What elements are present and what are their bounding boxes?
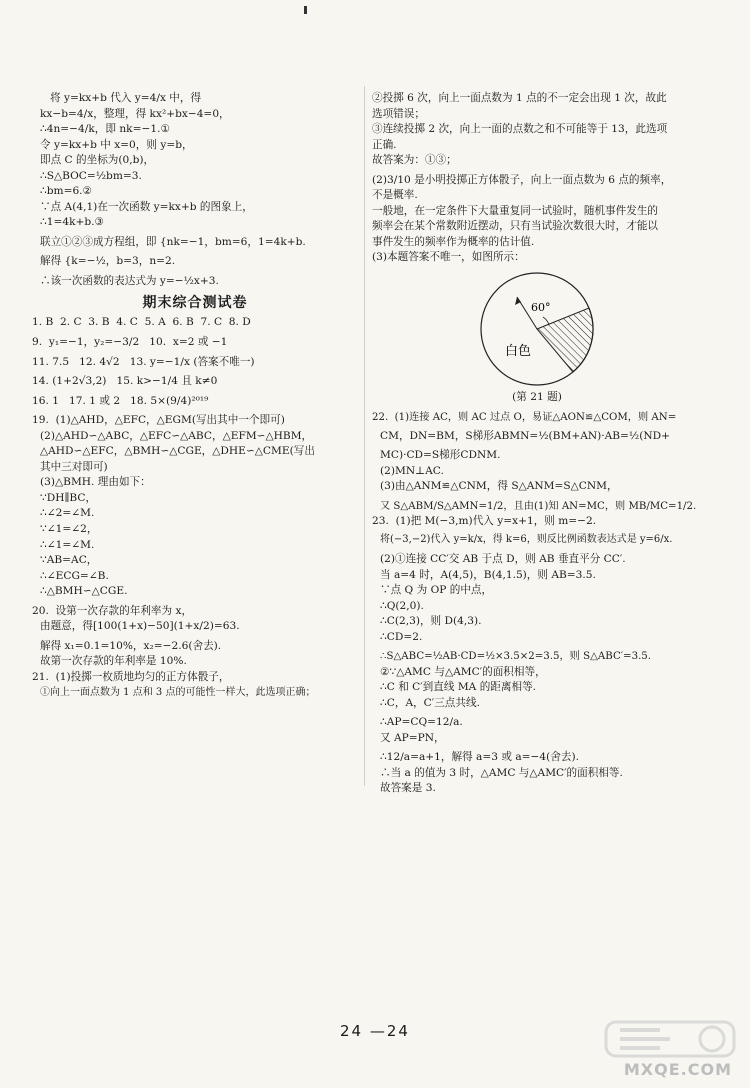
- text-line: ∴C 和 C′到直线 MA 的距离相等.: [380, 681, 537, 694]
- answer-line: (3)△BMH. 理由如下：: [40, 476, 151, 489]
- text-line: ∴C，A，C′三点共线.: [380, 696, 480, 709]
- page-number: 24 —24: [340, 1022, 410, 1040]
- answer-line: 14. (1+2√3,2) 15. k>−1/4 且 k≠0: [32, 375, 218, 388]
- answer-line: (2)△AHD∽△ABC，△EFC∽△ABC，△EFM∽△HBM，: [40, 429, 313, 442]
- answer-line: ∴∠2=∠M.: [40, 507, 95, 520]
- answer-line: 其中三对即可): [40, 460, 108, 473]
- text-line: 当 a=4 时，A(4,5)，B(4,1.5)，则 AB=3.5.: [380, 568, 596, 581]
- answer-line: ∵DH∥BC，: [40, 491, 97, 504]
- right-column: [372, 92, 702, 798]
- text-line: ∴S△ABC=½AB·CD=½×3.5×2=3.5，则 S△ABC′=3.5.: [380, 651, 652, 663]
- pie-figure: [457, 269, 617, 389]
- answer-line: ∴△BMH∽△CGE.: [40, 585, 128, 598]
- left-column: [32, 92, 358, 701]
- text-line: ∵点 A(4,1)在一次函数 y=kx+b 的图象上，: [40, 200, 253, 213]
- text-line: 故答案为：①③；: [372, 154, 457, 167]
- text-line: ∴该一次函数的表达式为 y=−½x+3.: [40, 275, 219, 288]
- text-line: ∴Q(2,0).: [380, 599, 424, 612]
- answer-line: 解得 x₁=0.1=10%，x₂=−2.6(舍去).: [40, 639, 222, 652]
- text-line: 将 y=kx+b 代入 y=4/x 中，得: [50, 92, 202, 104]
- watermark-text: MXQE.COM: [623, 1059, 732, 1079]
- answer-line: 9. y₁=−1，y₂=−3/2 10. x=2 或 −1: [32, 336, 228, 349]
- text-line: ∴当 a 的值为 3 时，△AMC 与△AMC′的面积相等.: [380, 766, 623, 779]
- text-line: ∴S△BOC=½bm=3.: [40, 169, 142, 182]
- answer-line: 21. (1)投掷一枚质地均匀的正方体骰子，: [32, 670, 230, 683]
- column-divider: [364, 86, 365, 786]
- answer-line: ∴∠ECG=∠B.: [40, 569, 109, 582]
- angle-label: 60°: [531, 301, 551, 315]
- text-line: (2)3/10 是小明投掷正方体骰子，向上一面点数为 6 点的频率，: [372, 173, 672, 186]
- answer-line: 故第一次存款的年利率是 10%.: [40, 655, 187, 668]
- text-line: 频率会在某个常数附近摆动，只有当试验次数很大时，才能以: [372, 220, 659, 233]
- text-line: (3)本题答案不唯一，如图所示：: [372, 251, 525, 264]
- answer-line: 19. (1)△AHD，△EFC，△EGM(写出其中一个即可): [32, 414, 285, 427]
- text-line: kx−b=4/x，整理，得 kx²+bx−4=0，: [40, 107, 230, 120]
- answer-line: ∵AB=AC，: [40, 554, 98, 567]
- region-label: 白色: [505, 344, 532, 360]
- text-line: 令 y=kx+b 中 x=0，则 y=b，: [40, 138, 193, 151]
- text-line: ③连续投掷 2 次，向上一面的点数之和不可能等于 13，此选项: [372, 123, 668, 136]
- answer-line: 1. B 2. C 3. B 4. C 5. A 6. B 7. C 8. D: [32, 316, 251, 329]
- text-line: ∵点 Q 为 OP 的中点，: [380, 584, 493, 597]
- text-line: CM，DN=BM，S梯形ABMN=½(BM+AN)·AB=½(ND+: [380, 429, 670, 442]
- answer-line: 由题意，得[100(1+x)−50](1+x/2)=63.: [40, 620, 240, 633]
- text-line: 23. (1)把 M(−3,m)代入 y=x+1，则 m=−2.: [372, 514, 597, 527]
- text-line: 又 AP=PN，: [380, 731, 445, 744]
- answer-line: △AHD∽△EFC，△BMH∽△CGE，△DHE∽△CME(写出: [40, 445, 315, 458]
- answer-line: 16. 1 17. 1 或 2 18. 5×(9/4)²⁰¹⁹: [32, 394, 209, 407]
- text-line: 联立①②③成方程组，即 {nk=−1，bm=6，1=4k+b.: [40, 235, 306, 248]
- text-line: 解得 {k=−½，b=3，n=2.: [40, 255, 176, 268]
- text-line: 一般地，在一定条件下大量重复同一试验时，随机事件发生的: [372, 204, 659, 217]
- text-line: (3)由△ANM≌△CNM，得 S△ANM=S△CNM，: [380, 480, 618, 493]
- section-title: 期末综合测试卷: [142, 294, 248, 311]
- answer-line: ∴∠1=∠M.: [40, 538, 95, 551]
- text-line: ②∵△AMC 与△AMC′的面积相等，: [380, 665, 546, 678]
- text-line: 正确.: [372, 138, 397, 151]
- text-line: 事件发生的频率作为概率的估计值.: [372, 235, 535, 248]
- text-line: ∴12/a=a+1，解得 a=3 或 a=−4(舍去).: [380, 751, 579, 764]
- text-line: ∴AP=CQ=12/a.: [380, 716, 463, 729]
- scan-mark: [304, 6, 307, 14]
- text-line: ∴bm=6.②: [40, 185, 93, 198]
- figure-caption: (第 21 题): [512, 391, 562, 404]
- answer-line: ∵∠1=∠2，: [40, 523, 98, 536]
- text-line: 选项错误；: [372, 107, 425, 120]
- text-line: ②投掷 6 次，向上一面点数为 1 点的不一定会出现 1 次，故此: [372, 92, 667, 104]
- text-line: (2)①连接 CC′交 AB 于点 D，则 AB 垂直平分 CC′.: [380, 553, 626, 566]
- text-line: ∴4n=−4/k，即 nk=−1.①: [40, 123, 170, 136]
- text-line: 22. (1)连接 AC，则 AC 过点 O，易证△AON≌△COM，则 AN=: [372, 411, 677, 423]
- text-line: 又 S△ABM/S△AMN=1/2，且由(1)知 AN=MC，则 MB/MC=1/2.: [380, 500, 697, 512]
- text-line: MC)·CD=S梯形CDNM.: [380, 449, 501, 462]
- text-line: (2)MN⊥AC.: [380, 464, 444, 477]
- text-line: ∴1=4k+b.③: [40, 216, 105, 229]
- text-line: 将(−3,−2)代入 y=k/x，得 k=6，则反比例函数表达式是 y=6/x.: [380, 534, 673, 546]
- hatched-sector: [537, 308, 593, 372]
- text-line: 不是概率.: [372, 189, 418, 202]
- angle-arc: [543, 317, 549, 325]
- answer-line: ①向上一面点数为 1 点和 3 点的可能性一样大，此选项正确；: [40, 686, 316, 698]
- answer-line: 20. 设第一次存款的年利率为 x，: [32, 604, 193, 617]
- answer-line: 11. 7.5 12. 4√2 13. y=−1/x (答案不唯一): [32, 355, 255, 368]
- text-line: 故答案是 3.: [380, 782, 436, 795]
- text-line: 即点 C 的坐标为(0,b)，: [40, 154, 155, 167]
- text-line: ∴CD=2.: [380, 630, 423, 643]
- text-line: ∴C(2,3)，则 D(4,3).: [380, 615, 482, 628]
